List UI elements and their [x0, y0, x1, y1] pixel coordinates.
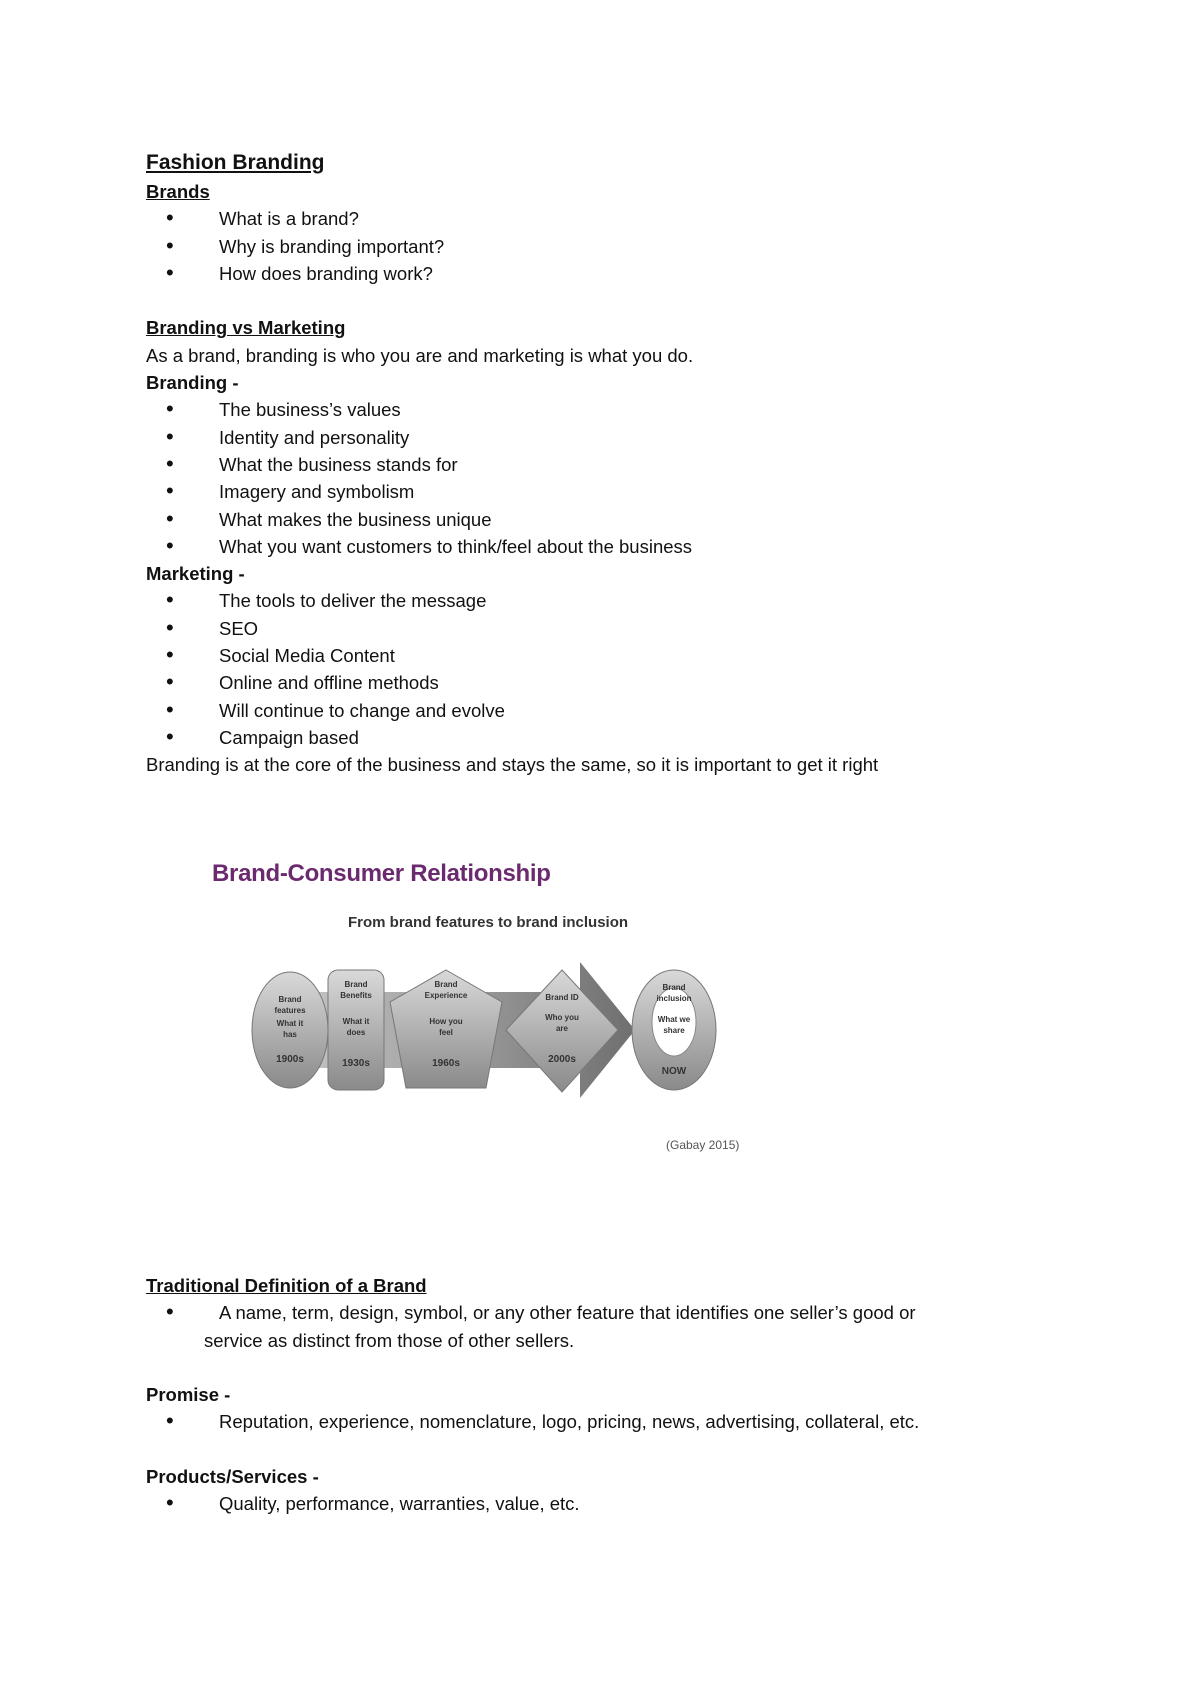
stage-name-l1: Brand — [662, 983, 686, 992]
list-item: • Identity and personality — [146, 424, 1106, 451]
promise-heading: Promise - — [146, 1384, 231, 1406]
stage-desc-l2: has — [283, 1030, 297, 1039]
list-item: • The business’s values — [146, 396, 1106, 423]
marketing-heading: Marketing - — [146, 563, 245, 585]
brands-heading: Brands — [146, 181, 210, 202]
stage-desc-l2: share — [663, 1026, 685, 1035]
figure-subtitle: From brand features to brand inclusion — [348, 914, 629, 931]
stage-desc-l2: feel — [439, 1028, 453, 1037]
list-item: • Social Media Content — [146, 642, 1106, 669]
definition-line-1: • A name, term, design, symbol, or any other feature that identifies one seller’s good or — [219, 1302, 916, 1324]
stage-era: 1900s — [276, 1054, 304, 1065]
brand-evolution-diagram — [200, 852, 760, 1152]
figure-title: Brand-Consumer Relationship — [212, 860, 551, 887]
list-item: • What makes the business unique — [146, 506, 1106, 533]
list-item: • What is a brand? — [146, 205, 1106, 232]
list-item: • How does branding work? — [146, 260, 1106, 287]
list-item — [146, 1299, 1106, 1354]
stage-name-l1: Brand — [344, 980, 368, 989]
stage-era: 2000s — [548, 1054, 576, 1065]
products-services-heading: Products/Services - — [146, 1466, 319, 1488]
brand-consumer-figure — [200, 852, 760, 1162]
stage-name-l2: features — [274, 1006, 306, 1015]
stage-desc-l1: What it — [342, 1017, 370, 1026]
stage-desc-l1: What we — [657, 1015, 691, 1024]
notes-section-top — [146, 148, 1106, 779]
notes-section-bottom — [146, 1272, 1106, 1518]
list-item: • SEO — [146, 615, 1106, 642]
stage-name-l1: Brand ID — [545, 993, 579, 1002]
bvm-conclusion: Branding is at the core of the business and stays the same, so it is important to get it right — [146, 754, 879, 776]
bvm-intro: As a brand, branding is who you are and marketing is what you do. — [146, 344, 694, 366]
stage-desc-l1: What it — [276, 1019, 304, 1028]
stage-name-l2: Benefits — [340, 991, 372, 1000]
stage-desc-l2: does — [346, 1028, 366, 1037]
stage-name-l2: Experience — [424, 991, 468, 1000]
traditional-definition-heading: Traditional Definition of a Brand — [146, 1275, 427, 1296]
list-item: • Imagery and symbolism — [146, 478, 1106, 505]
list-item: • What the business stands for — [146, 451, 1106, 478]
stage-name-l1: Brand — [434, 980, 458, 989]
stage-name-l1: Brand — [278, 995, 302, 1004]
figure-citation: (Gabay 2015) — [666, 1138, 740, 1152]
stage-desc-l2: are — [555, 1024, 569, 1033]
stage-name-l2: inclusion — [656, 994, 692, 1003]
list-item: • Reputation, experience, nomenclature, logo, pricing, news, advertising, collateral, etc. — [146, 1408, 1106, 1435]
document-title: Fashion Branding — [146, 151, 325, 174]
list-item: • The tools to deliver the message — [146, 587, 1106, 614]
stage-era: 1930s — [342, 1058, 370, 1069]
stage-era: NOW — [661, 1066, 687, 1077]
branding-vs-marketing-heading: Branding vs Marketing — [146, 317, 346, 339]
stage-desc-l1: Who you — [545, 1013, 579, 1022]
list-item: • Online and offline methods — [146, 669, 1106, 696]
list-item: • Quality, performance, warranties, value, etc. — [146, 1490, 1106, 1517]
list-item: • Will continue to change and evolve — [146, 697, 1106, 724]
definition-line-2: service as distinct from those of other sellers. — [204, 1329, 575, 1351]
list-item: • Why is branding important? — [146, 233, 1106, 260]
list-item: • Campaign based — [146, 724, 1106, 751]
stage-desc-l1: How you — [429, 1017, 463, 1026]
branding-heading: Branding - — [146, 372, 239, 394]
list-item: • What you want customers to think/feel about the business — [146, 533, 1106, 560]
stage-era: 1960s — [432, 1058, 460, 1069]
